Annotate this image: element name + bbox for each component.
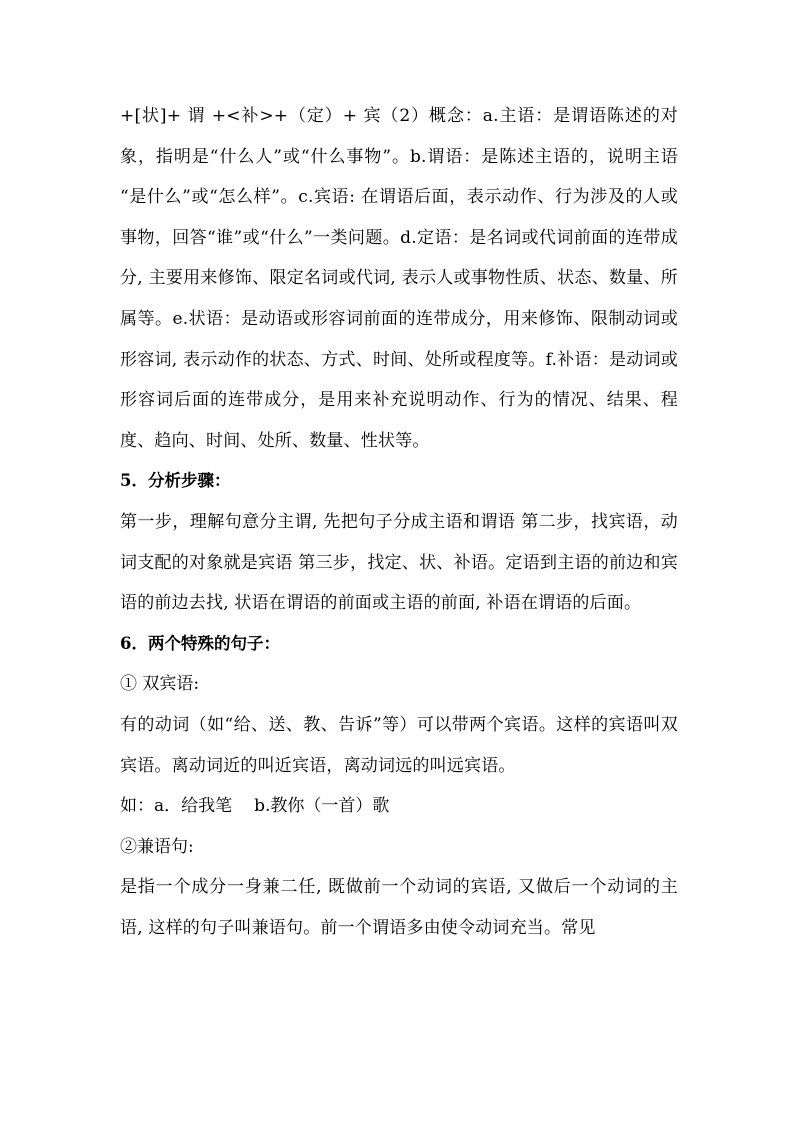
section-5-heading: 5．分析步骤： bbox=[120, 471, 231, 491]
steps-paragraph: 第一步，理解句意分主谓, 先把句子分成主语和谓语 第二步，找宾语，动词支配的对象就是宾语 第三步，找定、状、补语。定语到主语的前边和宾语的前边去找, 状语在谓语的前面或主语的前面, 补语在谓语的后面。 bbox=[120, 511, 678, 614]
pivot-paragraph: 是指一个成分一身兼二任, 既做前一个动词的宾语, 又做后一个动词的主语, 这样的句子叫兼语句。前一个谓语多由使令动词充当。常见 bbox=[120, 877, 678, 938]
document-body bbox=[120, 96, 678, 948]
example-b: b.教你（一首）歌 bbox=[254, 796, 390, 817]
concepts-paragraph: +[状]+ 谓 +<补>+（定）+ 宾（2）概念：a.主语：是谓语陈述的对象，指明是“什么人”或“什么事物”。b.谓语：是陈述主语的，说明主语 “是什么”或“怎么样”。c.宾语: 在谓语后面，表示动作、行为涉及的人或事物，回答“谁”或“什么”一类问题。d.定语：是名词或代词前面的连带成分, 主要用来修饰、限定名词或代词, 表示人或事物性质、状态、数量、所属等。e.状语：是动语或形容词前面的连带成分，用来修饰、限制动词或形容词, 表示动作的状态、方式、时间、处所或程度等。f.补语：是动词或形容词后面的连带成分，是用来补充说明动作、行为的情况、结果、程度、趋向、时间、处所、数量、性状等。 bbox=[120, 106, 678, 451]
double-object-title: ① 双宾语: bbox=[120, 674, 200, 695]
double-object-paragraph: 有的动词（如“给、送、教、告诉”等）可以带两个宾语。这样的宾语叫双宾语。离动词近的叫近宾语，离动词远的叫远宾语。 bbox=[120, 714, 678, 776]
example-line bbox=[120, 786, 678, 827]
section-6-heading: 6．两个特殊的句子： bbox=[120, 633, 280, 653]
pivot-title: ②兼语句: bbox=[120, 836, 194, 857]
example-a: 如：a．给我笔 bbox=[120, 796, 233, 817]
